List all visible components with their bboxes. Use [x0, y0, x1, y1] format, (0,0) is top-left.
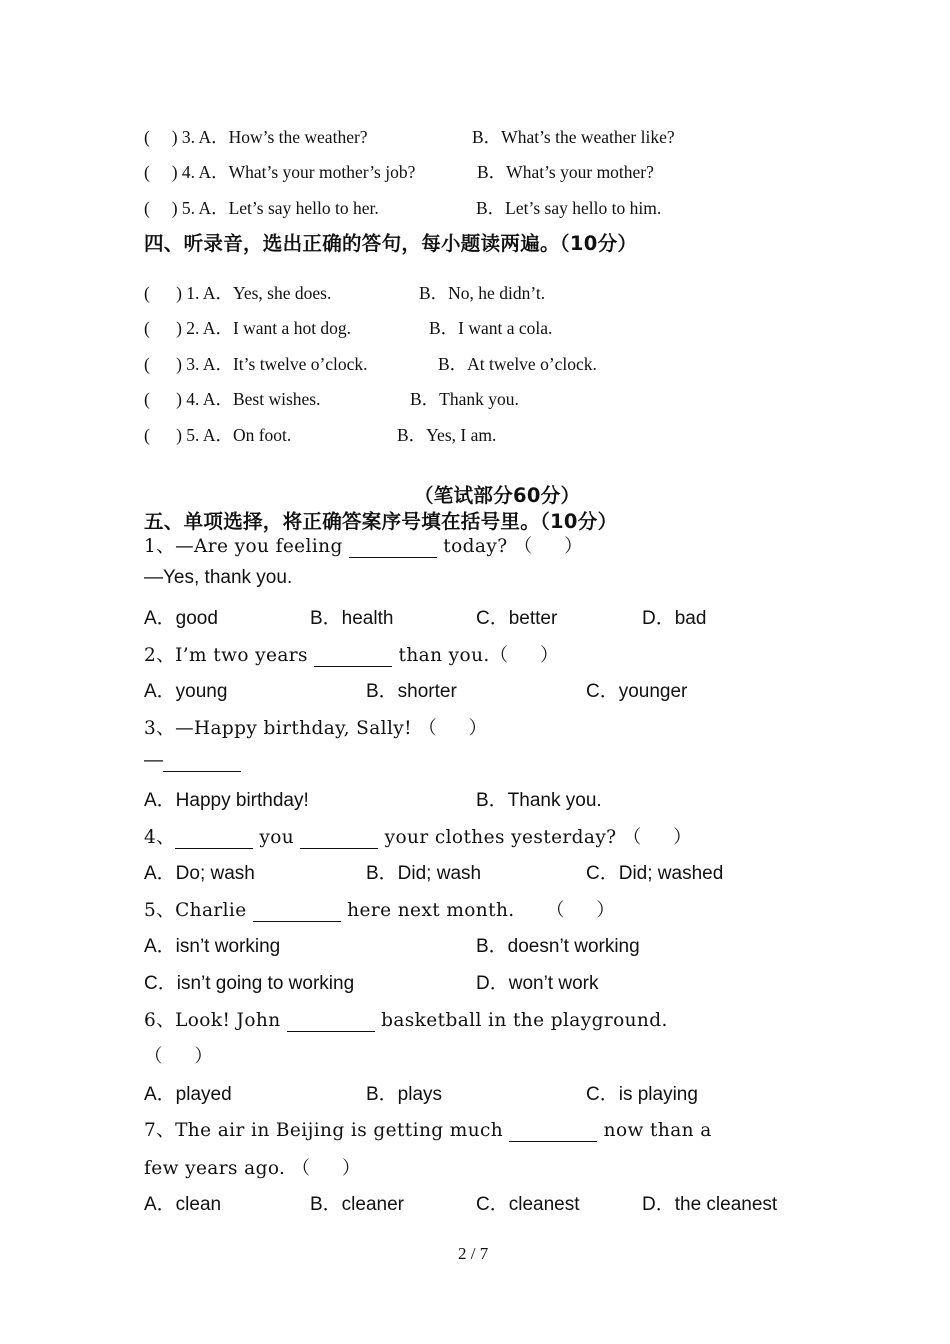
q7-blank	[509, 1125, 597, 1142]
q2-option-c: C．younger	[586, 681, 688, 702]
q4-text: 4、 you your clothes yesterday? （ ）	[144, 827, 692, 848]
q3-text: 3、—Happy birthday, Sally! （ ）	[144, 718, 488, 739]
q1-option-c: C．better	[476, 608, 558, 629]
question-3-5-a: ( ) 5. A．Let’s say hello to her.	[144, 198, 379, 218]
question-4-3-a: ( ) 3. A．It’s twelve o’clock.	[144, 354, 368, 374]
q5-text: 5、Charlie here next month. （ ）	[144, 900, 616, 921]
question-4-2-b: B．I want a cola.	[429, 318, 553, 338]
q6-option-c: C．is playing	[586, 1084, 698, 1105]
q5-option-b: B．doesn’t working	[476, 936, 640, 957]
q5-option-c: C．isn’t going to working	[144, 973, 355, 994]
q1-text: 1、—Are you feeling today? （ ）	[144, 536, 583, 557]
question-3-4-b: B．What’s your mother?	[477, 162, 654, 182]
q7-option-a: A．clean	[144, 1194, 222, 1215]
q2-text: 2、I’m two years than you.（ ）	[144, 645, 559, 666]
q6-option-a: A．played	[144, 1084, 232, 1105]
question-3-4-a: ( ) 4. A．What’s your mother’s job?	[144, 162, 416, 182]
q3-blank	[163, 753, 241, 772]
q7-option-b: B．cleaner	[310, 1194, 404, 1215]
q1-answer: —Yes, thank you.	[144, 567, 293, 588]
question-4-3-b: B．At twelve o’clock.	[438, 354, 597, 374]
question-4-1-b: B．No, he didn’t.	[419, 283, 546, 303]
q1-blank	[349, 541, 437, 558]
question-4-5-b: B．Yes, I am.	[397, 425, 497, 445]
q4-blank-2	[300, 832, 378, 849]
question-4-1-a: ( ) 1. A．Yes, she does.	[144, 283, 332, 303]
question-3-5-b: B．Let’s say hello to him.	[476, 198, 662, 218]
q7-text-cont: few years ago. （ ）	[144, 1158, 361, 1179]
q7-option-c: C．cleanest	[476, 1194, 580, 1215]
question-3-3-a: ( ) 3. A．How’s the weather?	[144, 127, 368, 147]
question-3-3-b: B．What’s the weather like?	[472, 127, 675, 147]
page-number: 2 / 7	[458, 1244, 489, 1263]
q4-option-a: A．Do; wash	[144, 863, 255, 884]
written-part-heading: （笔试部分60分）	[414, 484, 581, 507]
q2-option-a: A．young	[144, 681, 228, 702]
q3-answer-line: —	[144, 750, 241, 772]
q3-option-a: A．Happy birthday!	[144, 790, 309, 811]
q2-blank	[314, 650, 392, 667]
q6-blank	[287, 1015, 375, 1032]
section-4-title: 四、听录音，选出正确的答句，每小题读两遍。（10分）	[144, 232, 638, 255]
question-4-5-a: ( ) 5. A．On foot.	[144, 425, 292, 445]
q7-text: 7、The air in Beijing is getting much now than a	[144, 1120, 712, 1141]
q1-option-b: B．health	[310, 608, 394, 629]
q5-option-d: D．won’t work	[476, 973, 599, 994]
question-4-4-a: ( ) 4. A．Best wishes.	[144, 389, 321, 409]
q4-option-c: C．Did; washed	[586, 863, 724, 884]
q6-text: 6、Look! John basketball in the playground.	[144, 1010, 668, 1031]
q1-option-a: A．good	[144, 608, 218, 629]
question-4-4-b: B．Thank you.	[410, 389, 519, 409]
q5-blank	[253, 905, 341, 922]
q4-option-b: B．Did; wash	[366, 863, 482, 884]
q7-option-d: D．the cleanest	[642, 1194, 778, 1215]
q2-option-b: B．shorter	[366, 681, 457, 702]
question-4-2-a: ( ) 2. A．I want a hot dog.	[144, 318, 352, 338]
section-5-title: 五、单项选择，将正确答案序号填在括号里。（10分）	[144, 510, 618, 533]
q1-option-d: D．bad	[642, 608, 707, 629]
q3-option-b: B．Thank you.	[476, 790, 602, 811]
q5-option-a: A．isn’t working	[144, 936, 281, 957]
q6-option-b: B．plays	[366, 1084, 443, 1105]
q4-blank-1	[175, 832, 253, 849]
q6-paren: （ ）	[144, 1046, 214, 1067]
